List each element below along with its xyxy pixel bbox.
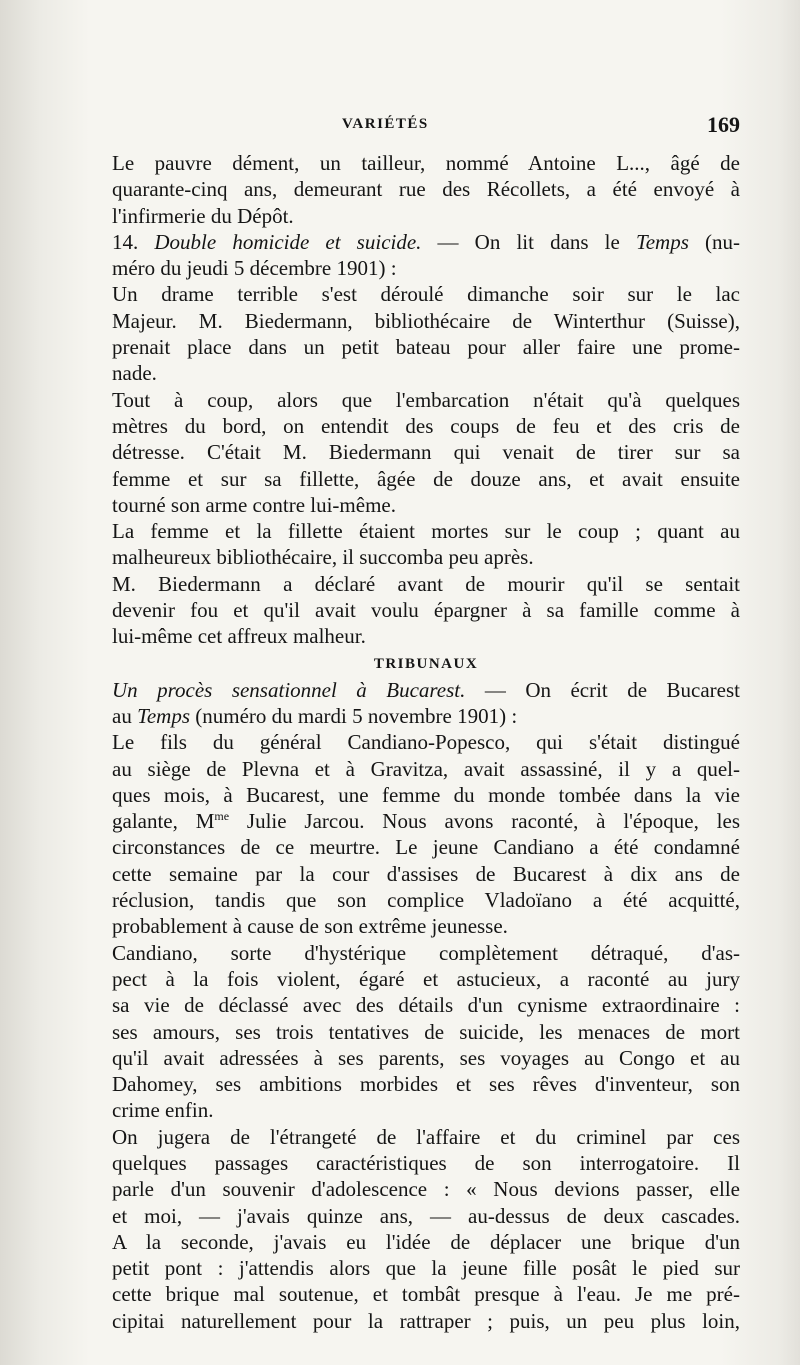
text-line: cette brique mal soutenue, et tombât presque à l'eau. Je me pré- [112, 1282, 740, 1307]
text-line: quelques passages caractéristiques de son interrogatoire. Il [112, 1150, 740, 1175]
text-line: sa vie de déclassé avec des détails d'un cynisme extraordinaire : [112, 993, 740, 1018]
text-line: l'infirmerie du Dépôt. [112, 203, 294, 228]
text-line: réclusion, tandis que son complice Vladoïano a été acquitté, [112, 888, 740, 913]
text-line: La femme et la fillette étaient mortes sur le coup ; quant au [112, 519, 740, 544]
text-line: Un procès sensationnel à Bucarest. — On écrit de Bucarest [112, 677, 740, 702]
text-line: quarante-cinq ans, demeurant rue des Récollets, a été envoyé à [112, 177, 740, 202]
text-line: prenait place dans un petit bateau pour aller faire une prome- [112, 335, 740, 360]
paragraph [112, 1124, 740, 1334]
text-line: circonstances de ce meurtre. Le jeune Candiano a été condamné [112, 835, 740, 860]
text-line: qu'il avait adressées à ses parents, ses voyages au Congo et au [112, 1045, 740, 1070]
text-line: Majeur. M. Biedermann, bibliothécaire de Winterthur (Suisse), [112, 308, 740, 333]
text-line: parle d'un souvenir d'adolescence : « Nous devions passer, elle [112, 1177, 740, 1202]
text-line: malheureux bibliothécaire, il succomba peu après. [112, 545, 534, 570]
item-title: Double homicide et suicide. [154, 229, 422, 254]
text-line: Un drame terrible s'est déroulé dimanche soir sur le lac [112, 282, 740, 307]
item-number: 14. [112, 229, 139, 254]
paragraph [112, 387, 740, 518]
text-line: galante, $M^{me}$ Julie Jarcou. Nous avons raconté, à l'époque, les [112, 809, 740, 834]
text-line: A la seconde, j'avais eu l'idée de déplacer une brique d'un [112, 1229, 740, 1254]
text-line: Tout à coup, alors que l'embarcation n'était qu'à quelques [112, 387, 740, 412]
page-header [112, 112, 740, 144]
running-title: VARIÉTÉS [342, 116, 429, 132]
section-title: TRIBUNAUX [373, 655, 479, 672]
text-line: Dahomey, ses ambitions morbides et ses rêves d'inventeur, son [112, 1072, 740, 1097]
text-line: probablement à cause de son extrême jeunesse. [112, 914, 508, 939]
paragraph [112, 729, 740, 939]
trial-heading [112, 677, 740, 730]
page-number: 169 [707, 112, 740, 137]
text-line: petit pont : j'attendis alors que la jeune fille posât le pied sur [112, 1256, 740, 1281]
paragraph [112, 150, 740, 229]
paragraph [112, 940, 740, 1124]
text-line: lui-même cet affreux malheur. [112, 624, 366, 649]
text-line: crime enfin. [112, 1098, 214, 1123]
item-14-heading [112, 229, 740, 282]
text-line: au siège de Plevna et à Gravitza, avait assassiné, il y a quel- [112, 756, 740, 781]
text-line: méro du jeudi 5 décembre 1901) : [112, 256, 397, 281]
text-line: femme et sur sa fillette, âgée de douze ans, et avait ensuite [112, 466, 740, 491]
text-line: cipitai naturellement pour la rattraper ; puis, un peu plus loin, [112, 1308, 740, 1333]
text-line: devenir fou et qu'il avait voulu épargner à sa famille comme à [112, 598, 740, 623]
text-line: pect à la fois violent, égaré et astucieux, a raconté au jury [112, 966, 740, 991]
newspaper-name: Temps [137, 703, 190, 728]
paragraph [112, 518, 740, 571]
text-line: nade. [112, 361, 157, 386]
text-line: Candiano, sorte d'hystérique complètement détraqué, d'as- [112, 940, 740, 965]
text-line: tourné son arme contre lui-même. [112, 492, 396, 517]
text-line: Le fils du général Candiano-Popesco, qui s'était distingué [112, 730, 740, 755]
trial-title: Un procès sensationnel à Bucarest. [112, 677, 466, 702]
text-line: cette semaine par la cour d'assises de Bucarest à dix ans de [112, 861, 740, 886]
paragraph [112, 281, 740, 386]
text-line: 14. Double homicide et suicide. — On lit dans le Temps (nu- [112, 229, 740, 254]
text-line: au Temps (numéro du mardi 5 novembre 1901) : [112, 703, 518, 728]
paragraph [112, 571, 740, 650]
text-line: ques mois, à Bucarest, une femme du monde tombée dans la vie [112, 782, 740, 807]
body-text [112, 150, 740, 1334]
text-line: et moi, — j'avais quinze ans, — au-dessus de deux cascades. [112, 1203, 740, 1228]
text-line: détresse. C'était M. Biedermann qui venait de tirer sur sa [112, 440, 740, 465]
text-line: ses amours, ses trois tentatives de suicide, les menaces de mort [112, 1019, 740, 1044]
text-line: On jugera de l'étrangeté de l'affaire et du criminel par ces [112, 1124, 740, 1149]
newspaper-name: Temps [635, 229, 689, 254]
text-line: M. Biedermann a déclaré avant de mourir qu'il se sentait [112, 571, 740, 596]
text-line: Le pauvre dément, un tailleur, nommé Antoine L..., âgé de [112, 151, 740, 175]
text-line: mètres du bord, on entendit des coups de feu et des cris de [112, 413, 740, 438]
